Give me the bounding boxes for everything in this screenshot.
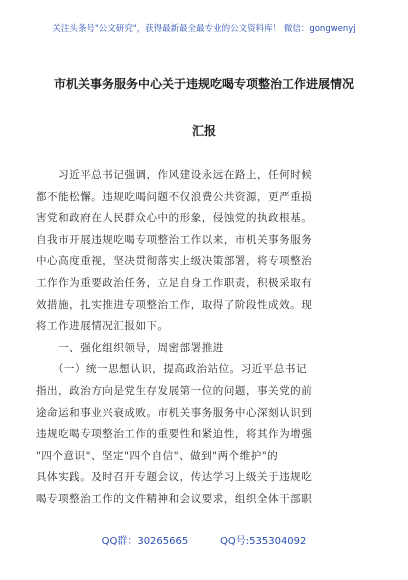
body-line: 指出，政治方向是党生存发展第一位的问题，事关党的前 bbox=[36, 384, 313, 397]
body-line: 喝专项整治工作的文件精神和会议要求，组织全体干部职 bbox=[36, 492, 313, 505]
document-title: 市机关事务服务中心关于违规吃喝专项整治工作进展情况 bbox=[53, 77, 354, 91]
body-line: 工作作为重要政治任务，立足自身工作职责，积极采取有 bbox=[36, 276, 313, 289]
body-line: 途命运和事业兴衰成败。市机关事务服务中心深刻认识到 bbox=[36, 406, 313, 419]
body-line: 违规吃喝专项整治工作的重要性和紧迫性，将其作为增强 bbox=[36, 428, 313, 441]
document-subtitle: 汇报 bbox=[191, 124, 216, 138]
header-notice: 关注头条号"公文研究"，获得最新最全最专业的公文资料库！ 微信：gongwenyj bbox=[52, 24, 356, 34]
body-line: 都不能松懈。违规吃喝问题不仅浪费公共资源，更严重损 bbox=[36, 190, 313, 203]
body-line: 效措施，扎实推进专项整治工作，取得了阶段性成效。现 bbox=[36, 298, 313, 311]
body-line: 中心高度重视，坚决贯彻落实上级决策部署，将专项整治 bbox=[36, 255, 313, 268]
body-line: 害党和政府在人民群众心中的形象，侵蚀党的执政根基。 bbox=[36, 212, 313, 225]
body-line: 自我市开展违规吃喝专项整治工作以来，市机关事务服务 bbox=[36, 233, 313, 246]
body-line: 具体实践。及时召开专题会议，传达学习上级关于违规吃 bbox=[36, 471, 313, 484]
body-line: （一）统一思想认识，提高政治站位。习近平总书记 bbox=[36, 363, 307, 376]
body-line: 习近平总书记强调，作风建设永远在路上，任何时候 bbox=[36, 169, 313, 181]
footer-contact: QQ群：30265665 QQ号:535304092 bbox=[101, 536, 307, 547]
section-heading: 一、强化组织领导，周密部署推进 bbox=[36, 341, 224, 354]
document-body bbox=[36, 165, 376, 511]
body-line: 将工作进展情况汇报如下。 bbox=[36, 320, 169, 333]
body-line: "四个意识"、坚定"四个自信"、做到"两个维护"的 bbox=[36, 449, 279, 462]
